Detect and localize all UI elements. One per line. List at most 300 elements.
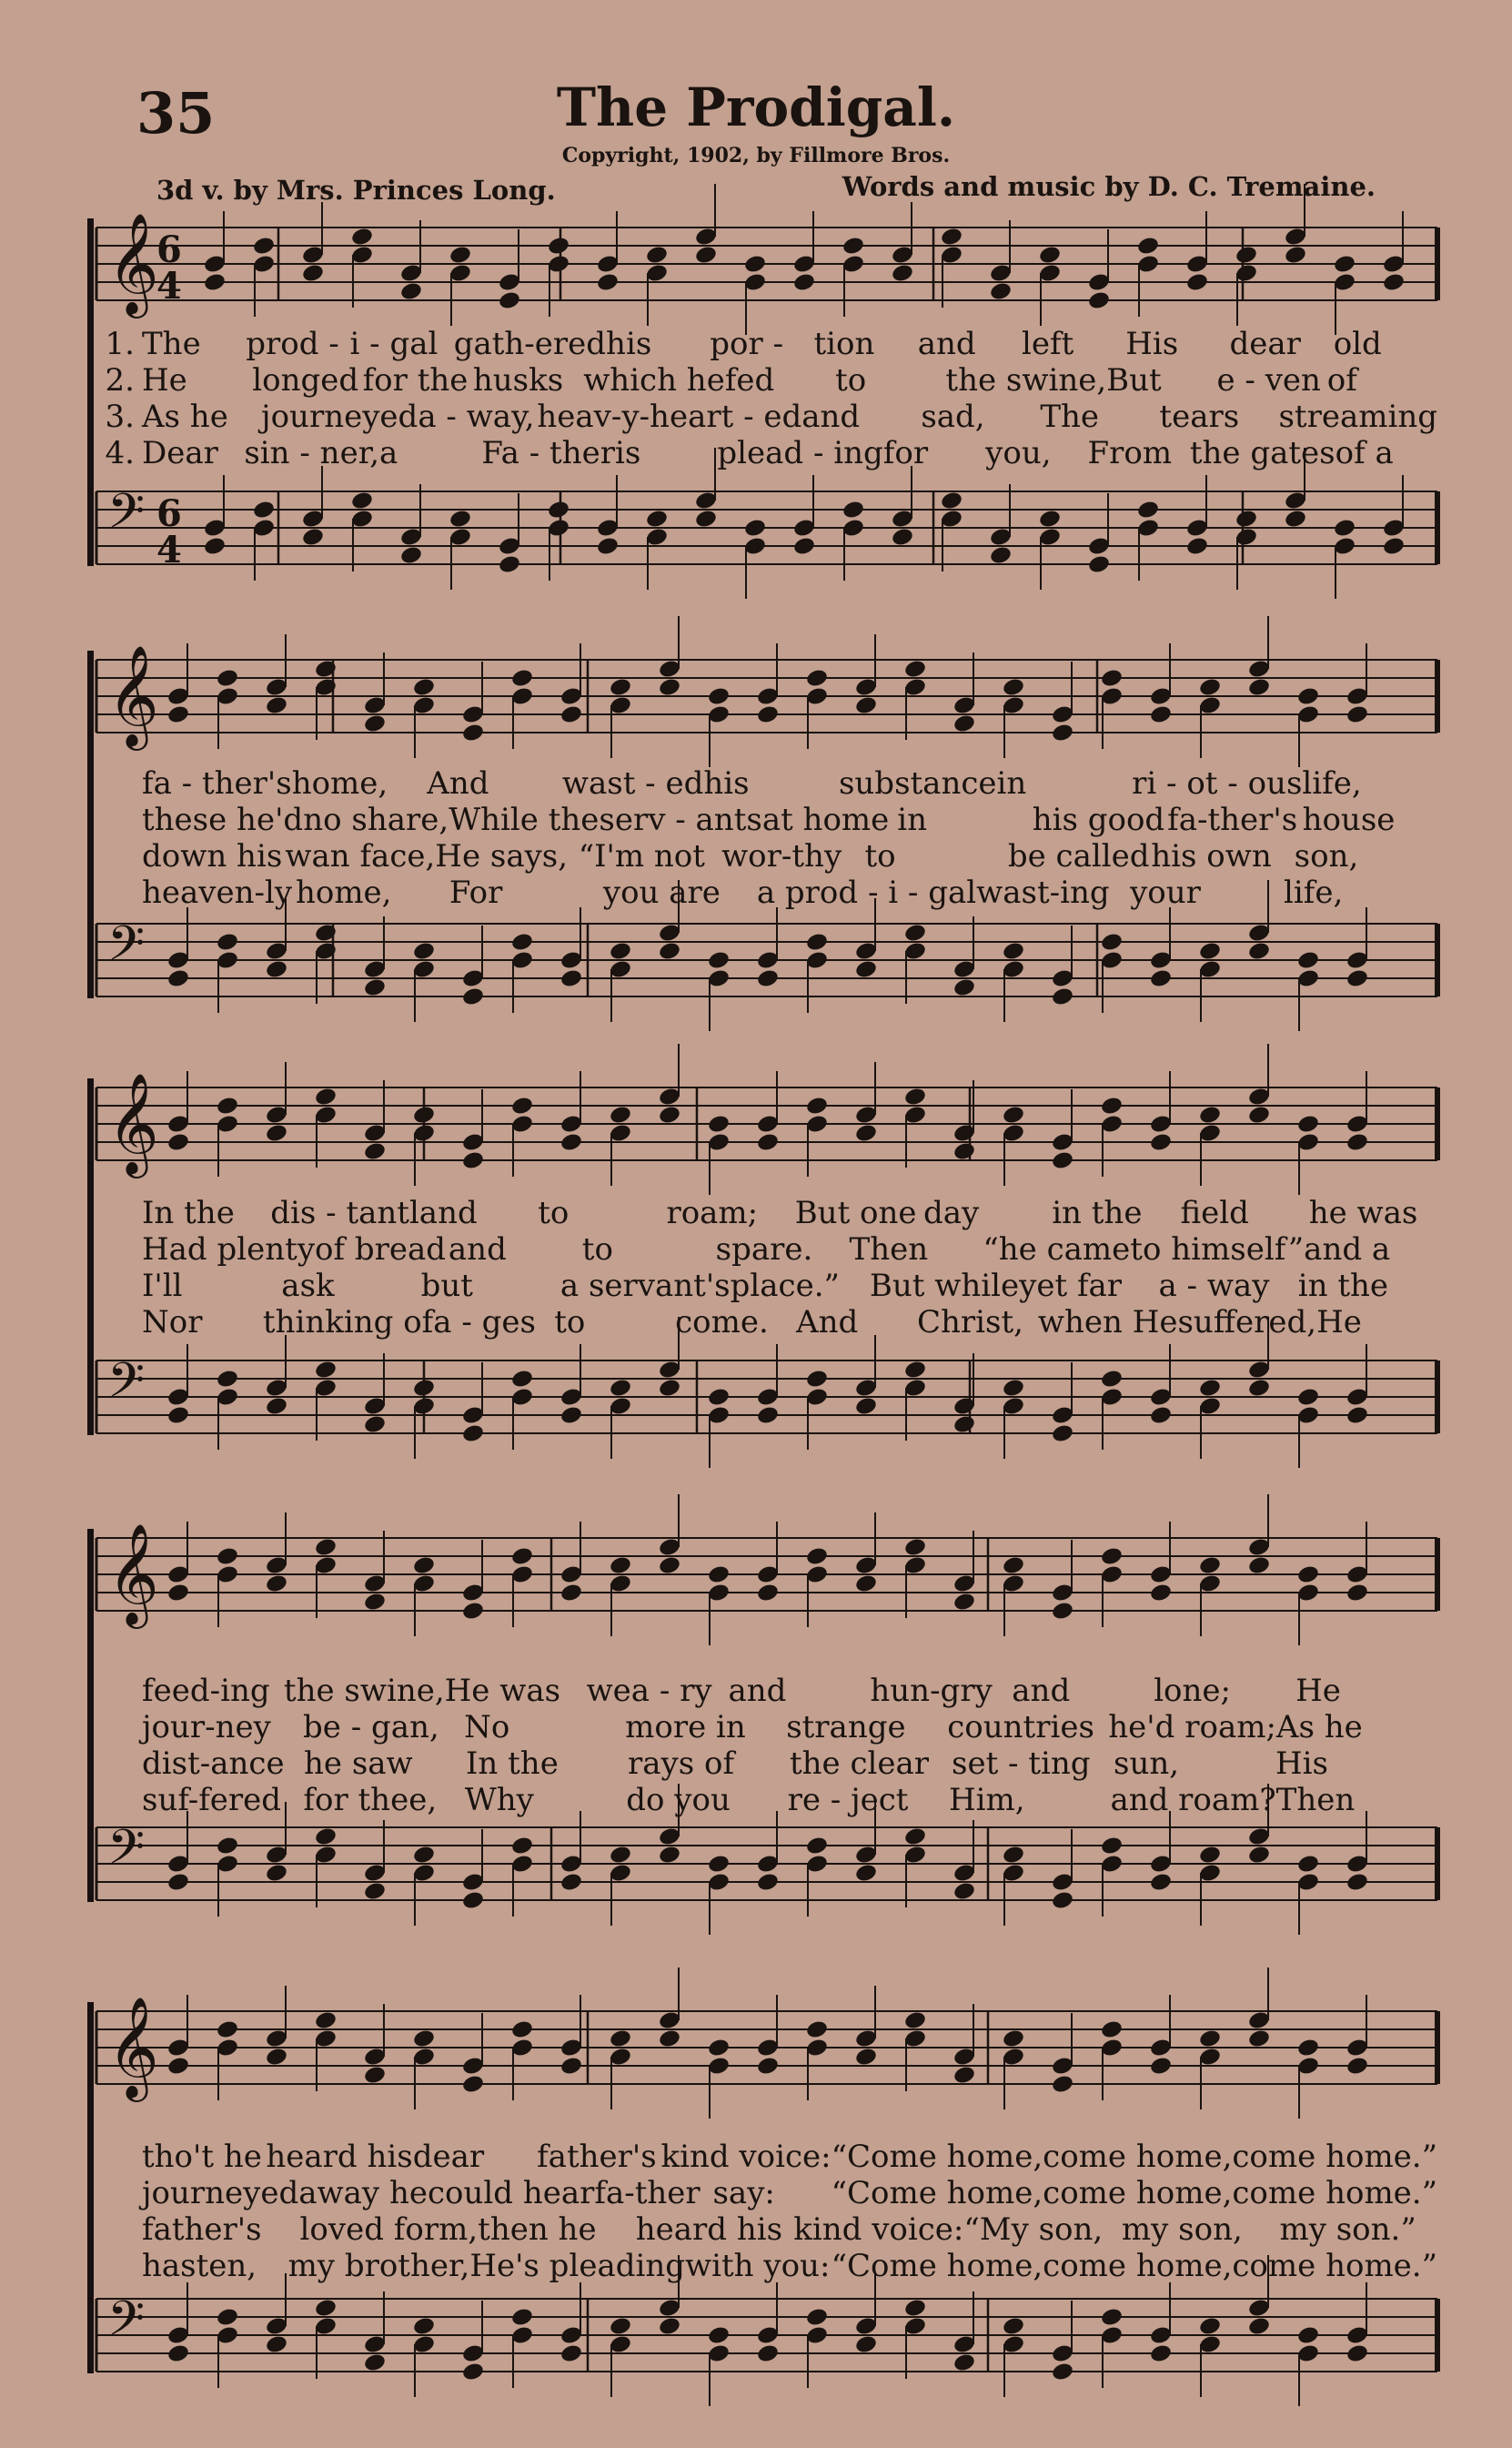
lyric-syllable: Fa - ther [481,435,615,471]
note-head [903,2010,927,2031]
lyric-syllable: and a [1304,1231,1391,1268]
note-head [412,941,436,962]
note-head [461,2074,485,2095]
note-head [1346,2343,1369,2364]
lyric-syllable: wast-ing [976,875,1110,911]
lyric-syllable: the gates [1189,435,1336,471]
note-head [694,509,718,530]
lyric-syllable: heard his [266,2139,413,2175]
lyric-syllable: Had plenty [142,1231,316,1268]
note-head [1038,509,1062,530]
lyric-syllable: kind voice: [793,2211,964,2248]
note-head [842,236,865,257]
note-head [842,500,865,521]
lyric-syllable: a - way, [418,399,535,435]
note-head [461,1890,485,1911]
lyric-syllable: with you: [685,2248,831,2284]
note-head [510,1369,534,1390]
note-head [953,1414,976,1435]
note-head [707,1387,731,1408]
lyric-syllable: say: [712,2175,775,2211]
lyric-syllable: “My son, [963,2211,1104,2248]
note-head [658,1378,681,1399]
lyric-syllable: for the [362,362,469,399]
lyric-syllable: substance [838,765,997,802]
note-head [609,1378,632,1399]
note-head [707,950,731,971]
lyric-syllable: He [142,362,187,399]
lyric-syllable: wea - ry [586,1673,712,1709]
lyric-syllable: to [538,1195,570,1231]
note-head [854,1573,878,1594]
lyric-syllable: Him, [949,1782,1025,1818]
lyric-syllable: of [1326,362,1357,399]
note-head [645,509,669,530]
lyric-syllable: to [554,1304,586,1340]
note-head [166,968,190,989]
note-head [461,1601,485,1622]
note-head [1284,245,1307,266]
note-head [547,236,570,257]
note-head [756,1132,780,1153]
note-head [1296,1114,1320,1135]
note-head [1051,1601,1074,1622]
lyric-syllable: sun, [1114,1745,1180,1782]
note-head [903,923,927,944]
note-head [1100,932,1124,953]
note-head [854,2334,878,2355]
note-head [498,554,521,575]
lyric-syllable: Christ, [916,1304,1023,1340]
lyric-syllable: heaven-ly [142,875,293,911]
lyric-syllable: “Come home, [831,2175,1043,2211]
note-head [1346,1872,1369,1893]
lyric-syllable: dis - tant [270,1195,409,1231]
note-head [1284,509,1307,530]
lyric-syllable: old [1333,326,1382,362]
note-head [1100,2019,1124,2040]
note-head [559,1132,583,1153]
lyric-syllable: loved form, [299,2211,479,2248]
note-head [1100,1369,1124,1390]
verse-number: 4. [105,435,135,471]
lyric-syllable: As he [142,399,228,435]
lyric-syllable: For [449,875,503,911]
note-head [559,2056,583,2077]
note-head [1051,2074,1074,2095]
note-head [707,1564,731,1585]
note-head [314,1087,338,1108]
note-head [1100,1836,1124,1856]
time-signature-bottom: 4 [156,529,182,572]
note-head [1002,1845,1025,1866]
lyric-syllable: set - ting [952,1745,1091,1782]
note-head [1296,950,1320,971]
lyric-syllable: husks [472,362,564,399]
treble-clef-icon: 𝄞 [107,1522,159,1624]
lyric-syllable: come home, [1043,2139,1233,2175]
note-head [1235,245,1258,266]
lyric-syllable: He [1295,1673,1341,1709]
lyric-syllable: he'd roam; [1108,1709,1276,1745]
lyric-syllable: dear [412,2139,485,2175]
lyric-syllable: place.” [730,1268,840,1304]
lyric-syllable: a - way [1158,1268,1270,1304]
lyric-syllable: wan face, [285,838,436,875]
lyric-syllable: “Come home, [831,2248,1043,2284]
note-head [1247,1378,1271,1399]
note-head [412,2316,436,2337]
lyric-syllable: In the [142,1195,235,1231]
lyric-syllable: strange [786,1709,906,1745]
time-signature-top: 6 [156,492,182,535]
note-head [756,1583,780,1603]
note-head [363,1141,387,1162]
lyric-syllable: his [606,326,652,362]
lyric-syllable: and [448,1231,507,1268]
lyric-syllable: these he'd [142,802,304,838]
lyric-syllable: and [728,1673,787,1709]
note-head [301,527,325,548]
treble-clef-icon: 𝄞 [107,1072,159,1174]
note-head [1051,1150,1074,1171]
note-head [756,1405,780,1426]
note-head [363,1592,387,1613]
note-head [805,2307,829,2328]
lyric-syllable: “I'm not [578,838,705,875]
lyric-syllable: Then [1275,1782,1356,1818]
note-head [1100,1096,1124,1117]
note-head [743,254,767,275]
note-head [1198,1378,1222,1399]
note-head [1346,968,1369,989]
lyric-syllable: heard his [635,2211,783,2248]
note-head [216,932,239,953]
note-head [216,1546,239,1567]
note-head [399,281,423,302]
note-head [363,713,387,734]
note-head [510,1836,534,1856]
note-head [792,272,816,293]
note-head [559,1583,583,1603]
note-head [1296,2038,1320,2059]
note-head [1100,1546,1124,1567]
note-head [252,236,276,257]
note-head [166,704,190,725]
note-head [609,2316,632,2337]
lyric-syllable: to [864,838,896,875]
note-head [461,986,485,1007]
note-head [805,932,829,953]
note-head [989,545,1013,566]
lyric-syllable: “he came [983,1231,1131,1268]
note-head [461,2362,485,2382]
lyric-syllable: his good [1032,802,1165,838]
bass-clef-icon: 𝄢 [107,916,146,984]
lyric-syllable: to [835,362,867,399]
lyric-syllable: in the [1052,1195,1143,1231]
lyric-syllable: The [1040,399,1100,435]
lyric-syllable: you, [985,435,1052,471]
lyric-syllable: a - ges [433,1304,536,1340]
lyric-line [87,2139,1437,2175]
note-head [1382,536,1406,557]
lyric-syllable: could hear [427,2175,595,2211]
lyric-syllable: my brother, [287,2248,470,2284]
lyric-syllable: serv - ants [599,802,762,838]
note-head [1296,686,1320,707]
verse-credit: 3d v. by Mrs. Princes Long. [156,175,556,206]
music-system [87,644,1437,1042]
treble-clef-icon: 𝄞 [107,212,159,314]
note-head [1051,723,1074,744]
lyric-syllable: prod - [246,326,339,362]
music-system [87,1522,1437,1957]
note-head [805,1836,829,1856]
lyric-syllable: hasten, [142,2248,257,2284]
lyric-syllable: fa-ther [594,2175,701,2211]
lyric-syllable: heav-y-heart - ed [537,399,802,435]
lyric-line [87,2211,1437,2248]
note-head [891,263,914,284]
note-head [265,1573,288,1594]
note-head [510,1096,534,1117]
lyric-syllable: for thee, [303,1782,438,1818]
note-head [903,1087,927,1108]
note-head [1136,236,1160,257]
note-head [449,509,472,530]
lyric-syllable: tion [813,326,875,362]
lyric-syllable: come home, [1043,2248,1233,2284]
note-head [953,1881,976,1902]
note-head [1198,1845,1222,1866]
note-head [903,1537,927,1558]
lyric-syllable: my son.” [1279,2211,1416,2248]
lyric-syllable: I'll [142,1268,183,1304]
note-head [265,1396,288,1417]
lyric-line [87,1304,1437,1340]
note-head [412,1555,436,1576]
note-head [792,536,816,557]
lyric-syllable: sin - ner, [244,435,380,471]
note-head [1051,2362,1074,2382]
note-head [449,245,472,266]
lyric-syllable: He [1316,1304,1362,1340]
lyric-syllable: in [897,802,928,838]
note-head [350,491,374,511]
note-head [265,2334,288,2355]
note-head [756,968,780,989]
note-head [216,1836,239,1856]
bass-clef-icon: 𝄢 [107,2291,146,2359]
lyric-syllable: feed-ing [142,1673,270,1709]
lyric-syllable: e - ven [1216,362,1321,399]
lyric-line [87,1709,1437,1745]
lyric-syllable: While the [449,802,600,838]
note-head [412,1378,436,1399]
note-head [953,977,976,998]
lyric-syllable: home, [291,765,388,802]
lyric-line [87,802,1437,838]
note-head [1038,245,1062,266]
lyric-syllable: hun-gry [870,1673,993,1709]
hymn-number: 35 [136,80,216,147]
note-head [609,1555,632,1576]
author-credit: Words and music by D. C. Tremaine. [842,171,1376,202]
lyric-syllable: is [614,435,641,471]
note-head [363,977,387,998]
verse-number: 3. [105,399,135,435]
note-head [989,281,1013,302]
note-head [1149,1872,1173,1893]
lyric-syllable: lone; [1154,1673,1232,1709]
lyric-syllable: suf-fered [142,1782,282,1818]
note-head [510,2019,534,2040]
note-head [1247,2028,1271,2049]
note-head [216,1096,239,1117]
lyric-syllable: But [1106,362,1162,399]
note-head [1100,2307,1124,2328]
note-head [805,1546,829,1567]
note-head [658,1105,681,1126]
note-head [1346,704,1369,725]
lyric-syllable: Then [849,1231,929,1268]
note-head [953,2065,976,2086]
lyric-syllable: No [464,1709,510,1745]
note-head [1051,986,1074,1007]
note-head [216,668,239,689]
note-head [1333,254,1356,275]
note-head [854,2047,878,2068]
note-head [166,1132,190,1153]
note-head [1136,500,1160,521]
note-head [1247,1845,1271,1866]
note-head [1247,1105,1271,1126]
note-head [694,245,718,266]
note-head [596,272,620,293]
note-head [559,1872,583,1893]
lyric-syllable: come home, [1043,2175,1233,2211]
note-head [265,1863,288,1884]
note-head [707,1114,731,1135]
lyric-syllable: i - gal [349,326,438,362]
lyric-syllable: His [1275,1745,1328,1782]
note-head [953,713,976,734]
note-head [658,2028,681,2049]
note-head [756,2343,780,2364]
note-head [1296,1854,1320,1875]
note-head [559,2343,583,2364]
note-head [1087,290,1111,311]
lyric-syllable: sad, [921,399,985,435]
note-head [399,545,423,566]
note-head [953,2352,976,2373]
lyric-syllable: come. [675,1304,769,1340]
note-head [743,518,767,539]
note-head [1002,2316,1025,2337]
lyric-syllable: journeyed [261,399,418,435]
note-head [940,491,963,511]
note-head [609,2028,632,2049]
lyric-syllable: “Come home, [831,2139,1043,2175]
lyric-syllable: life, [1302,765,1362,802]
lyric-syllable: longed [252,362,359,399]
lyric-syllable: he was [1308,1195,1418,1231]
note-head [301,263,325,284]
lyric-syllable: a prod - i - gal [756,875,977,911]
lyric-syllable: suffered, [1177,1304,1317,1340]
lyric-syllable: a [379,435,398,471]
music-system [87,1996,1437,2402]
lyric-syllable: and [801,399,861,435]
note-head [658,1845,681,1866]
lyric-syllable: then he [478,2211,597,2248]
lyric-syllable: come home.” [1232,2175,1437,2211]
note-head [1247,941,1271,962]
note-head [203,272,227,293]
lyric-syllable: He says, [435,838,569,875]
note-head [166,2056,190,2077]
note-head [1051,1890,1074,1911]
lyric-syllable: in [996,765,1027,802]
lyric-syllable: And [427,765,489,802]
lyric-syllable: He's pleading [469,2248,686,2284]
lyric-syllable: and [917,326,976,362]
note-head [461,723,485,744]
lyric-syllable: son, [1294,838,1359,875]
note-head [265,1123,288,1144]
lyric-syllable: thinking of [262,1304,434,1340]
note-head [953,1592,976,1613]
lyric-syllable: he saw [304,1745,413,1782]
note-head [252,500,276,521]
bass-clef-icon: 𝄢 [107,1820,146,1887]
lyric-syllable: But one [794,1195,917,1231]
note-head [547,500,570,521]
lyric-line [87,362,1437,399]
lyric-syllable: gath-ered [453,326,607,362]
note-head [314,2010,338,2031]
note-head [903,659,927,680]
note-head [1100,668,1124,689]
note-head [1149,704,1173,725]
note-head [1247,677,1271,698]
lyric-syllable: roam; [666,1195,759,1231]
lyric-syllable: jour-ney [142,1709,271,1745]
note-head [609,1845,632,1866]
note-head [1333,518,1356,539]
lyric-syllable: In the [466,1745,559,1782]
lyric-syllable: house [1302,802,1396,838]
lyric-syllable: fa-ther's [1167,802,1298,838]
note-head [854,695,878,716]
note-head [1087,554,1111,575]
note-head [1296,2325,1320,2346]
music-system [87,212,1437,601]
lyric-syllable: the swine, [945,362,1107,399]
note-head [412,1845,436,1866]
lyric-syllable: The [142,326,201,362]
note-head [1382,272,1406,293]
note-head [1247,1555,1271,1576]
lyric-syllable: But while [869,1268,1020,1304]
note-head [412,2028,436,2049]
note-head [1185,272,1209,293]
lyric-syllable: fed [724,362,775,399]
note-head [412,677,436,698]
lyric-syllable: countries [947,1709,1094,1745]
lyric-syllable: father's [537,2139,657,2175]
